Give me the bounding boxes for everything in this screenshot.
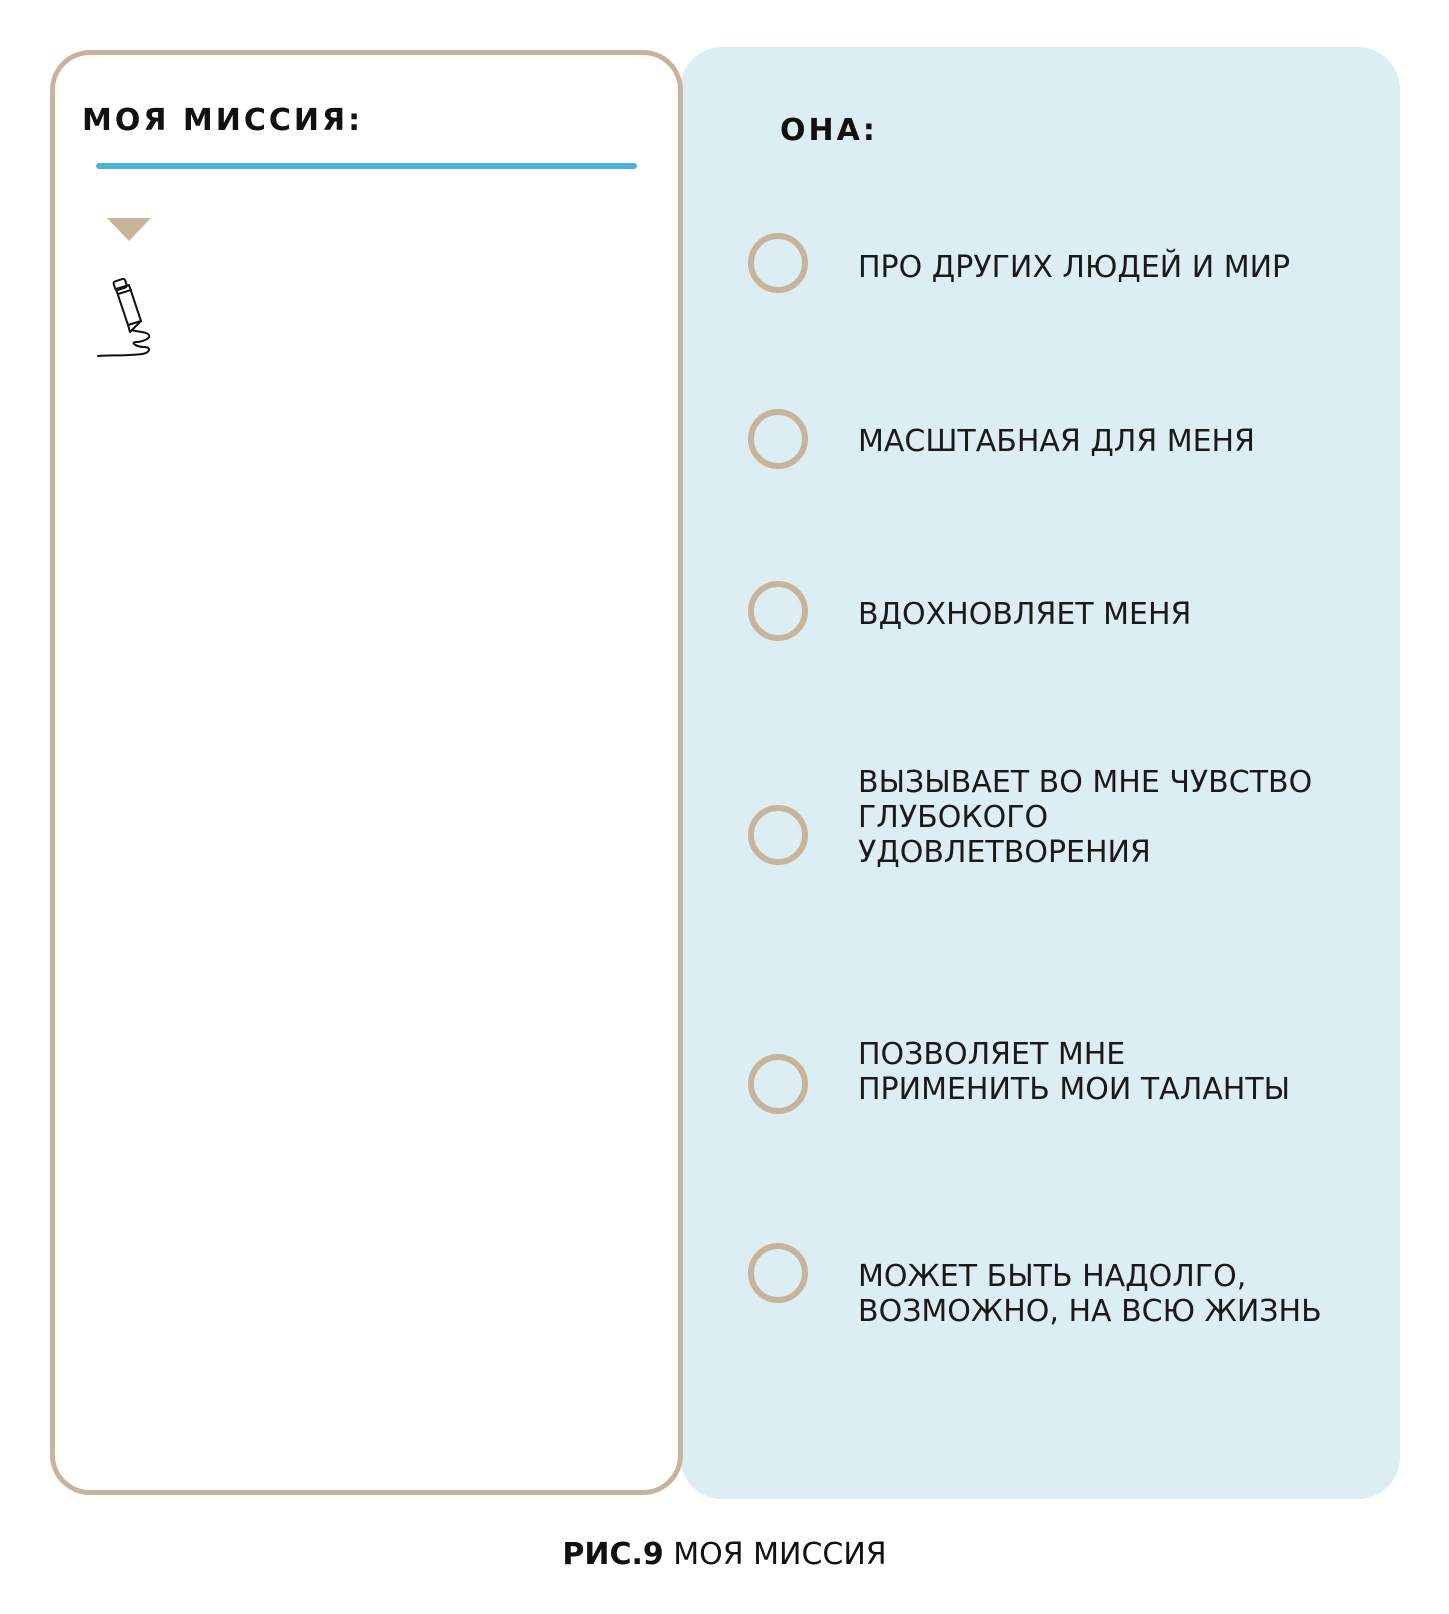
- circle-icon[interactable]: [748, 409, 808, 469]
- pen-icon: [96, 272, 166, 362]
- circle-icon[interactable]: [748, 805, 808, 865]
- circle-icon[interactable]: [748, 1054, 808, 1114]
- checklist-item-label: ПОЗВОЛЯЕТ МНЕ ПРИМЕНИТЬ МОИ ТАЛАНТЫ: [858, 1037, 1291, 1107]
- mission-panel: [50, 50, 683, 1495]
- checklist-item-label: МОЖЕТ БЫТЬ НАДОЛГО, ВОЗМОЖНО, НА ВСЮ ЖИЗНЬ: [858, 1259, 1322, 1329]
- caption-label: РИС.9: [562, 1537, 664, 1572]
- checklist-panel: [680, 47, 1400, 1499]
- caption-text: МОЯ МИССИЯ: [663, 1537, 887, 1572]
- circle-icon[interactable]: [748, 581, 808, 641]
- circle-icon[interactable]: [748, 233, 808, 293]
- checklist-item-label: ВДОХНОВЛЯЕТ МЕНЯ: [858, 597, 1192, 632]
- checklist-item-label: ПРО ДРУГИХ ЛЮДЕЙ И МИР: [858, 250, 1291, 285]
- checklist-item-label: МАСШТАБНАЯ ДЛЯ МЕНЯ: [858, 424, 1255, 459]
- circle-icon[interactable]: [748, 1243, 808, 1303]
- checklist-title: ОНА:: [780, 113, 878, 148]
- figure-caption: [0, 1535, 1449, 1575]
- triangle-down-icon: [107, 218, 151, 241]
- mission-title: МОЯ МИССИЯ:: [82, 103, 364, 138]
- title-underline: [96, 163, 637, 169]
- checklist-item-label: ВЫЗЫВАЕТ ВО МНЕ ЧУВСТВО ГЛУБОКОГО УДОВЛЕТВОРЕНИЯ: [858, 765, 1313, 870]
